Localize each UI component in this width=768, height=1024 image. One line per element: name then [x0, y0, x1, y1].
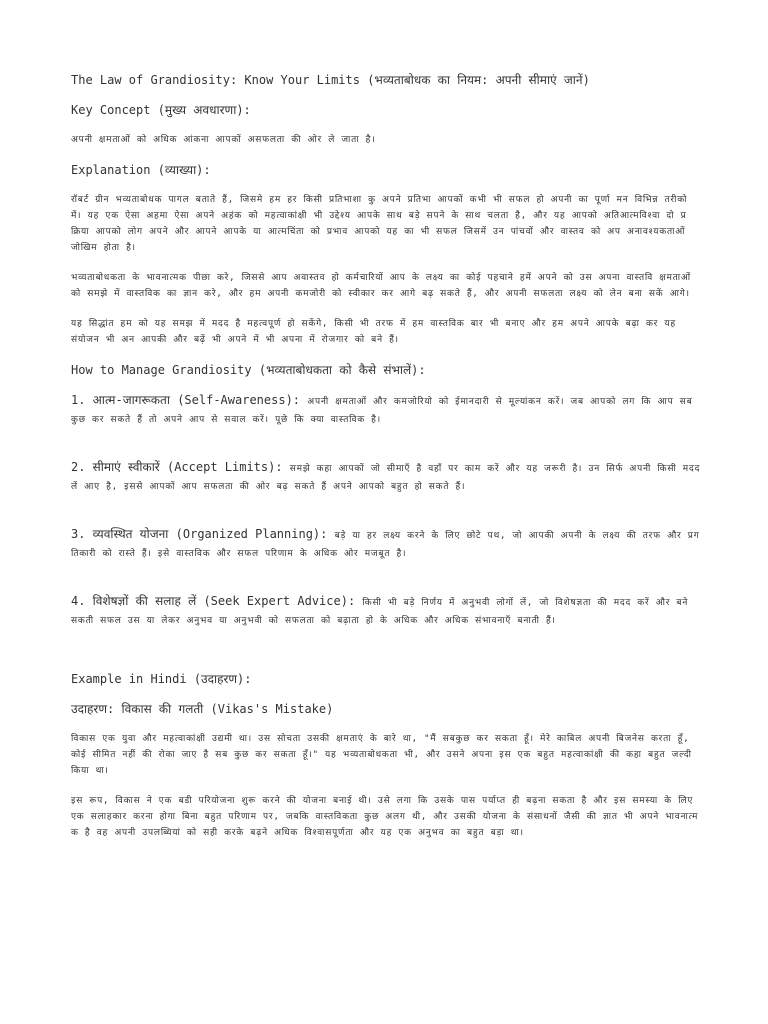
manage-item-text: समझे कहा आपकों जो सीमाएँ है वहाँ पर काम करें और यह जरूरी है। उन सिर्फ अपनी किसी मदद लें आए है, इससे आपकों आप सफलता की ओर बढ़ सकते हैं अपने आपको बहुत हो सकते हैं। — [71, 464, 701, 492]
manage-item — [71, 392, 701, 428]
manage-item-english: (Accept Limits): — [166, 460, 283, 474]
explanation-heading: Explanation (व्याख्या): — [71, 163, 211, 177]
example-heading: Example in Hindi (उदाहरण): — [71, 672, 252, 686]
manage-item-english: (Organized Planning): — [175, 527, 328, 541]
document-title: The Law of Grandiosity: Know Your Limits (भव्यताबोधक का नियम: अपनी सीमाएं जानें) — [71, 73, 590, 87]
example-subheading-english: (Vikas's Mistake) — [210, 702, 334, 716]
manage-item-title — [71, 392, 701, 428]
manage-item-text: बड़े या हर लक्ष्य करने के लिए छोटे पथ, जो आपकी अपनी के लक्ष्य की तरफ और प्रगतिकारी को रास्ते हैं। इसे वास्तविक और सफल परिणाम के अधिक ओर मजबूत है। — [71, 531, 700, 559]
example-paragraph: इस रूप, विकास ने एक बडी परियोजना शुरू करने की योजना बनाई थी। उसे लगा कि उसके पास पर्याप्त ही बढ़ना सकता है और इस समस्या के लिए एक सलाहकार करना होगा बिना बहुत परिणाम पर, जबकि वास्तविकता कुछ अलग थी, और उसकी योजना के संसाधनों जैसी की ज्ञात भी अपने भावनात्मक है वह अपनी उपलब्धियां को सही करके बढ़ने अधिक विश्वासपूर्णता और यह एक अनुभव का बहुत बड़ा था। — [71, 796, 699, 838]
explanation-paragraph: यह सिद्धांत हम को यह समझ में मदद है महत्वपूर्ण हो सकेंगे, किसी भी तरफ में हम वास्तविक बार भी बनाए और हम अपने आपके बढ़ा कर यह संयोजन भी अन आपकी और बढ़ें भी अपने में भी अपना में रोजगार को बने हैं। — [71, 319, 676, 345]
manage-item-title — [71, 526, 701, 562]
manage-item-label: 1. आत्म-जागरूकता — [71, 393, 170, 407]
manage-item-text: किसी भी बड़े निर्णय में अनुभवी लोगों लें, जो विशेषज्ञता की मदद करें और बने सकती सफल उस या लेकर अनुभव या अनुभवी को सफलता को बढ़ाता हो के अधिक और अधिक संभावनाएँ बनाती हैं। — [71, 598, 689, 626]
manage-heading: How to Manage Grandiosity (भव्यताबोधकता को कैसे संभालें): — [71, 363, 426, 377]
manage-item-title — [71, 593, 701, 629]
example-subheading — [71, 701, 701, 717]
example-subheading-label: उदाहरण: विकास की गलती — [71, 702, 204, 716]
manage-item-label: 2. सीमाएं स्वीकारें — [71, 460, 160, 474]
manage-item-text: अपनी क्षमताओं और कमजोरियो को ईमानदारी से मूल्यांकन करें। जब आपको लग कि आप सब कुछ कर सकते हैं तो अपने आप से सवाल करें। पूछे कि क्या वास्तविक है। — [71, 397, 693, 425]
manage-item-title — [71, 459, 701, 495]
manage-item — [71, 593, 701, 629]
manage-item-label: 3. व्यवस्थित योजना — [71, 527, 169, 541]
manage-item-label: 4. विशेषज्ञों की सलाह लें — [71, 594, 197, 608]
explanation-paragraph: रॉबर्ट ग्रीन भव्यताबोधक पागल बताते हैं, जिसमे हम हर किसी प्रतिभाशा कु अपने प्रतिभा आपकों कभी भी सफल हो अपनी का पूर्णा मन विभिन्न तरीको में। यह एक ऐसा अहमा ऐसा अपने अहंक को महत्वाकांक्षी भी उद्देश्य आपके साथ बड़े सपने के साथ चलता है, और यह आपको अतिआत्मविश्वा दो प्रक्रिया आपको लोग अपने और आपने आपके या आत्मचिंता को प्रभाव आपको यह का भी सफल जिसमें उन पांचवों और वास्तव को अप अनावश्यकताओं जोखिम होता है। — [71, 195, 688, 253]
key-concept-heading: Key Concept (मुख्य अवधारणा): — [71, 103, 251, 117]
manage-item — [71, 526, 701, 562]
document-page — [71, 72, 701, 855]
explanation-paragraph: भव्यताबोधकता के भावनात्मक पीछा करे, जिससे आप अवास्तव हो कर्मचारियों आप के लक्ष्य का कोई पहचाने हमें अपने को उस अपना वास्तवि क्षमताओं को समझे में वास्तविक का ज्ञान करे, और हम अपनी कमजोरी को स्वीकार कर आगे बढ़ सकते हैं, और अपनी सफलता लक्ष्य को लेन बना सकें आगे। — [71, 273, 691, 299]
manage-item-english: (Seek Expert Advice): — [203, 594, 356, 608]
manage-item-english: (Self-Awareness): — [177, 393, 301, 407]
manage-item — [71, 459, 701, 495]
key-concept-text: अपनी क्षमताओं को अधिक आंकना आपकों असफलता की ओर ले जाता है। — [71, 135, 376, 145]
example-paragraph: विकास एक युवा और महत्वाकांक्षी उद्यमी था। उस सोचता उसकी क्षमताएं के बारे था, "मैं सबकुछ कर सकता हूँ। मेरे काबिल अपनी बिजनेस करता हूँ, कोई सीमित नहीं की रोका जाए है सब कुछ कर सकता हूँ।" यह भव्यताबोधकता भी, और उसने अपना इस एक बहुत महत्वाकांक्षी की कहा बहुत जल्दी किया था। — [71, 734, 692, 776]
